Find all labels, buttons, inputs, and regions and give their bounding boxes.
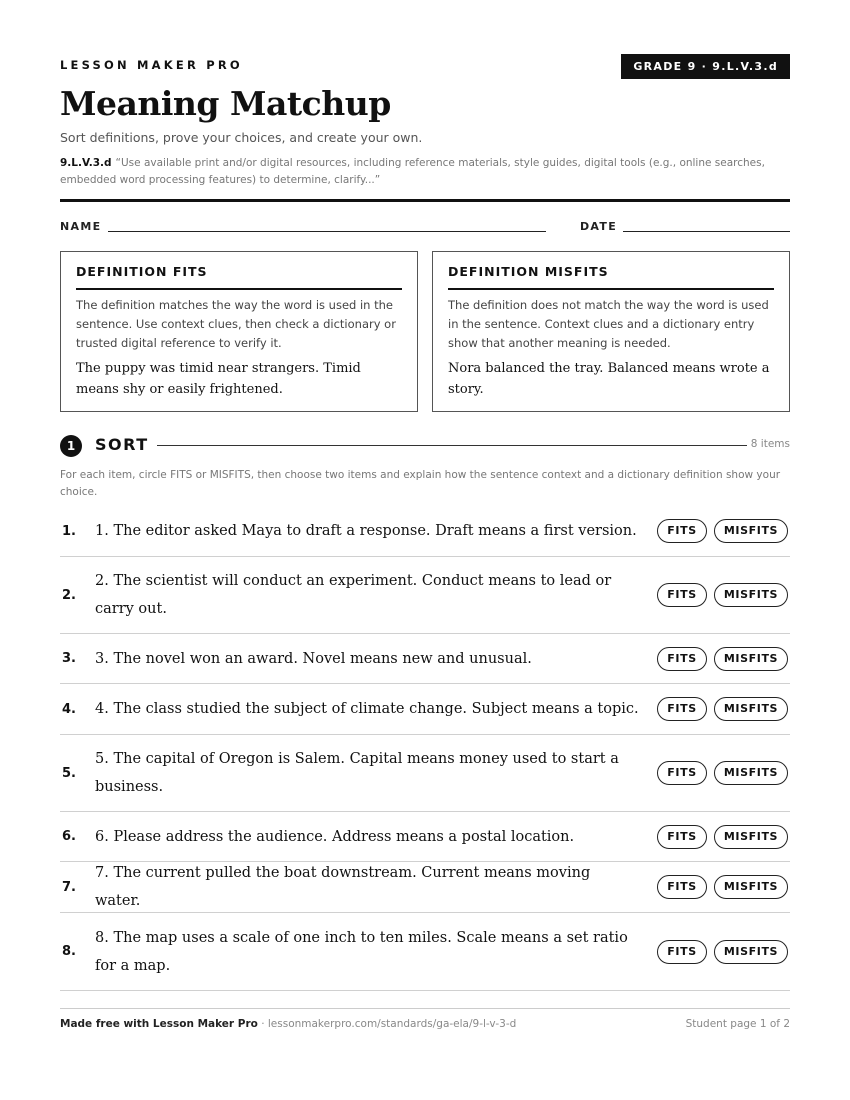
- brand-name: LESSON MAKER PRO: [60, 58, 243, 72]
- fits-choice[interactable]: FITS: [657, 825, 707, 849]
- list-item: [60, 557, 790, 634]
- box-description: The definition does not match the way the word is used in the sentence. Context clues and a dictionary entry show that another meaning is needed.: [448, 298, 769, 350]
- fits-choice[interactable]: FITS: [657, 519, 707, 543]
- date-label: DATE: [580, 220, 618, 233]
- misfits-choice[interactable]: MISFITS: [714, 697, 788, 721]
- page-subtitle: Sort definitions, prove your choices, and create your own.: [60, 130, 423, 145]
- fits-choice[interactable]: FITS: [657, 875, 707, 899]
- item-text: 8. The map uses a scale of one inch to ten miles. Scale means a set ratio for a map.: [95, 929, 628, 974]
- footer-divider: [60, 1008, 790, 1009]
- list-item: [60, 862, 790, 913]
- section-rule: [157, 445, 747, 446]
- fits-choice[interactable]: FITS: [657, 583, 707, 607]
- fits-choice[interactable]: FITS: [657, 647, 707, 671]
- fits-choice[interactable]: FITS: [657, 940, 707, 964]
- box-example: Nora balanced the tray. Balanced means wrote a story.: [448, 361, 770, 397]
- choice-group: [657, 825, 788, 849]
- list-item: [60, 913, 790, 991]
- sort-item-list: [60, 506, 790, 991]
- misfits-choice[interactable]: MISFITS: [714, 583, 788, 607]
- item-text: 3. The novel won an award. Novel means new and unusual.: [95, 650, 532, 667]
- misfits-choice[interactable]: MISFITS: [714, 875, 788, 899]
- item-number: 1.: [62, 523, 76, 539]
- definition-fits-box: [60, 251, 418, 412]
- fits-choice[interactable]: FITS: [657, 761, 707, 785]
- item-number: 8.: [62, 944, 76, 959]
- box-description: The definition matches the way the word is used in the sentence. Use context clues, then check a dictionary or trusted digital reference to verify it.: [76, 298, 396, 350]
- standard-code: 9.L.V.3.d: [60, 157, 112, 169]
- item-count: 8 items: [750, 438, 790, 450]
- item-text: 5. The capital of Oregon is Salem. Capital means money used to start a business.: [95, 751, 619, 795]
- footer-made-with: Made free with Lesson Maker Pro: [60, 1018, 258, 1030]
- choice-group: [657, 697, 788, 721]
- misfits-choice[interactable]: MISFITS: [714, 940, 788, 964]
- item-number: 7.: [62, 879, 76, 895]
- misfits-choice[interactable]: MISFITS: [714, 519, 788, 543]
- list-item: [60, 684, 790, 735]
- item-number: 4.: [62, 701, 76, 717]
- standard-text: “Use available print and/or digital resources, including reference materials, style guides, digital tools (e.g., online searches, embedded word processing features) to determine, clarify...”: [60, 157, 765, 186]
- box-example: The puppy was timid near strangers. Timid means shy or easily frightened.: [76, 361, 361, 397]
- standard-reference: [60, 155, 790, 189]
- fits-choice[interactable]: FITS: [657, 697, 707, 721]
- date-field[interactable]: [623, 231, 790, 232]
- choice-group: [657, 583, 788, 607]
- misfits-choice[interactable]: MISFITS: [714, 825, 788, 849]
- item-text: 2. The scientist will conduct an experiment. Conduct means to lead or carry out.: [95, 573, 612, 617]
- list-item: [60, 634, 790, 684]
- list-item: [60, 735, 790, 812]
- choice-group: [657, 519, 788, 543]
- item-text: 7. The current pulled the boat downstream. Current means moving water.: [95, 865, 591, 909]
- choice-group: [657, 761, 788, 785]
- item-text: 6. Please address the audience. Address means a postal location.: [95, 828, 575, 845]
- page-title: Meaning Matchup: [60, 84, 391, 123]
- header-divider: [60, 199, 790, 202]
- item-number: 5.: [62, 765, 76, 781]
- item-number: 2.: [62, 587, 76, 603]
- list-item: [60, 812, 790, 862]
- choice-group: [657, 647, 788, 671]
- section-instructions: For each item, circle FITS or MISFITS, then choose two items and explain how the sentence context and a dictionary definition show your choice.: [60, 469, 781, 498]
- choice-group: [657, 875, 788, 899]
- item-text: 1. The editor asked Maya to draft a response. Draft means a first version.: [95, 523, 637, 539]
- section-number: 1: [60, 435, 82, 457]
- grade-badge: GRADE 9 · 9.L.V.3.d: [621, 54, 790, 79]
- name-field[interactable]: [108, 231, 546, 232]
- item-number: 6.: [62, 829, 76, 844]
- misfits-choice[interactable]: MISFITS: [714, 761, 788, 785]
- section-title: SORT: [95, 435, 149, 454]
- worksheet-page: [60, 0, 790, 1100]
- footer-url[interactable]: · lessonmakerpro.com/standards/ga-ela/9-l-v-3-d: [257, 1018, 517, 1030]
- item-text: 4. The class studied the subject of climate change. Subject means a topic.: [95, 701, 639, 717]
- list-item: [60, 506, 790, 557]
- footer-page-number: Student page 1 of 2: [685, 1018, 790, 1030]
- name-label: NAME: [60, 220, 102, 233]
- item-number: 3.: [62, 651, 76, 666]
- box-title: DEFINITION MISFITS: [448, 264, 774, 290]
- footer-credit: [60, 1018, 516, 1030]
- choice-group: [657, 940, 788, 964]
- box-title: DEFINITION FITS: [76, 264, 402, 290]
- definition-misfits-box: [432, 251, 790, 412]
- misfits-choice[interactable]: MISFITS: [714, 647, 788, 671]
